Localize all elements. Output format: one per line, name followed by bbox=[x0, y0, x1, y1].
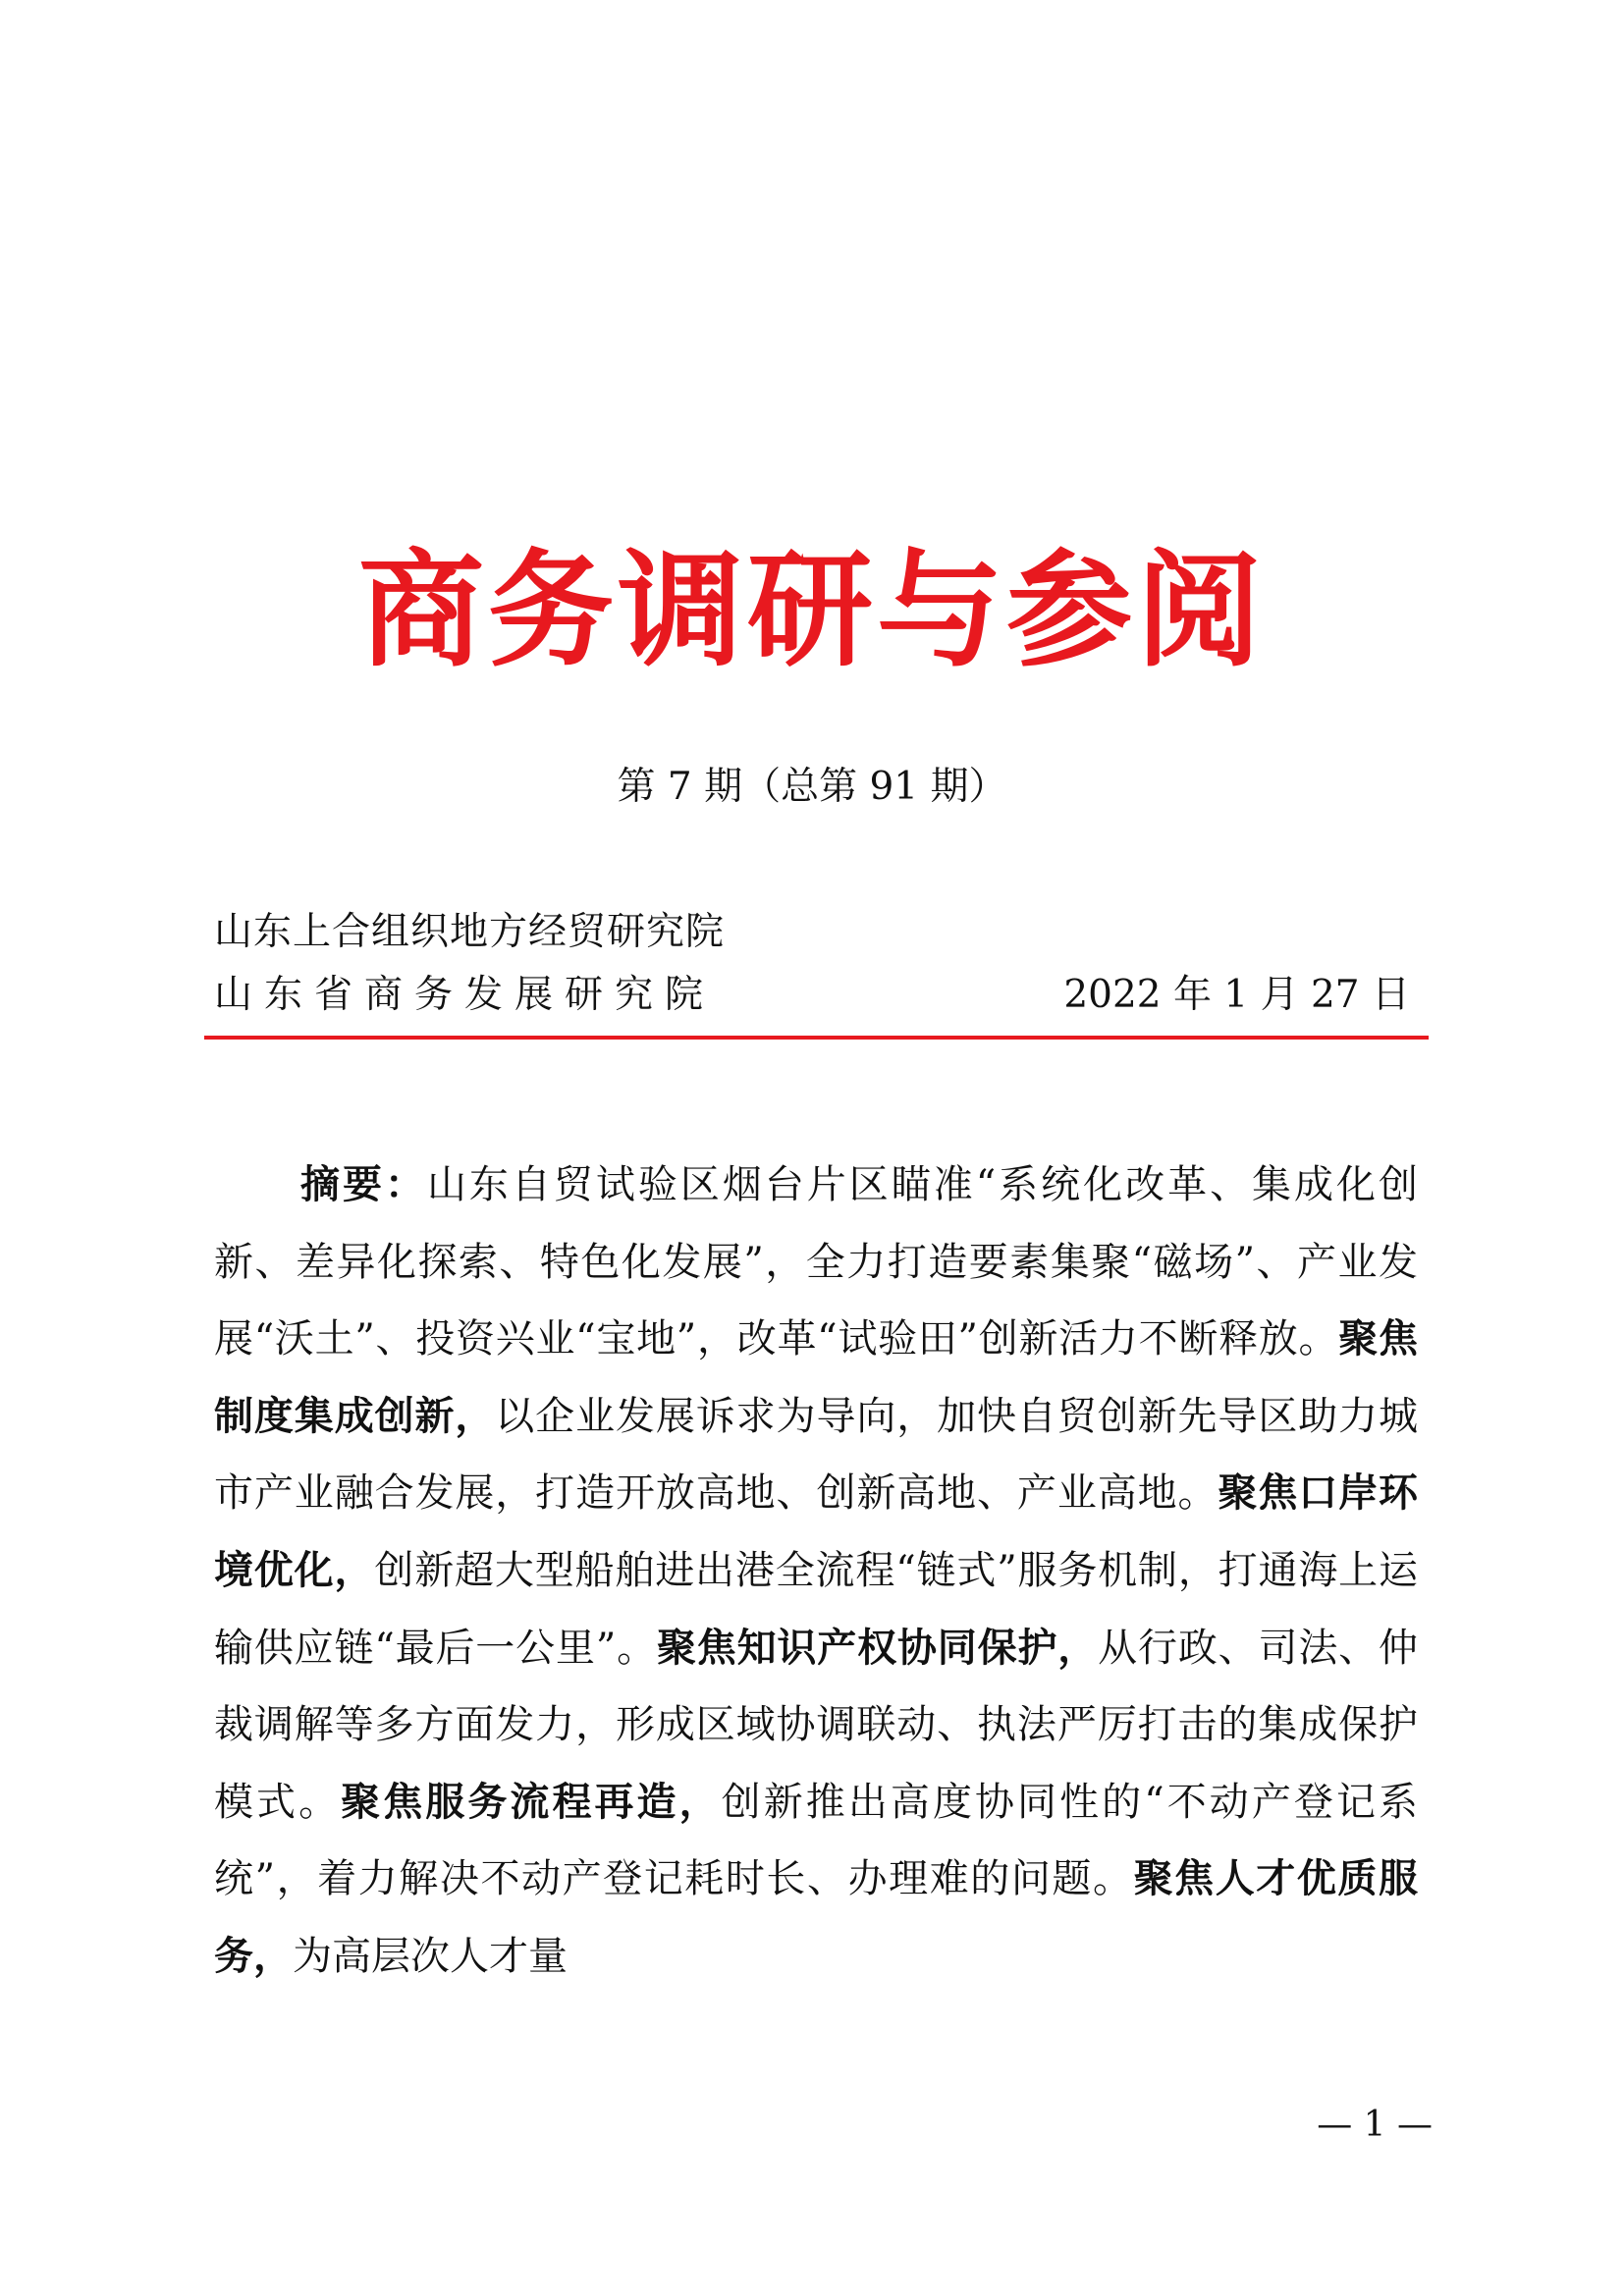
abstract-heading-talent-service: 聚焦人才优质服务， bbox=[214, 1856, 1419, 1979]
abstract-heading-port-environment: 聚焦口岸环境优化， bbox=[214, 1470, 1419, 1593]
abstract-heading-institutional-innovation: 聚焦制度集成创新， bbox=[214, 1316, 1418, 1439]
page-number: — 1 — bbox=[1317, 2105, 1433, 2145]
document-title: 商务调研与参阅 bbox=[357, 538, 1266, 684]
issue-number: 第 7 期（总第 91 期） bbox=[617, 765, 1007, 809]
abstract-text: 为高层次人才量 bbox=[293, 1933, 568, 1979]
abstract-heading-service-process: 聚焦服务流程再造， bbox=[341, 1779, 722, 1825]
abstract-text: 山东自贸试验区烟台片区瞄准“系统化改革、集成化创新、差异化探索、特色化发展”，全力打造要素集聚“磁场”、产业发展“沃土”、投资兴业“宝地”，改革“试验田”创新活力不断释放。 bbox=[214, 1162, 1419, 1362]
abstract-text: 创新超大型船舶进出港全流程“链式”服务机制，打通海上运输供应链“最后一公里”。 bbox=[214, 1547, 1419, 1671]
abstract-label: 摘要： bbox=[300, 1162, 427, 1207]
abstract-text: 创新推出高度协同性的“不动产登记系统”，着力解决不动产登记耗时长、办理难的问题。 bbox=[214, 1779, 1419, 1902]
abstract-text: 以企业发展诉求为导向，加快自贸创新先导区助力城市产业融合发展，打造开放高地、创新高地、产业高地。 bbox=[214, 1393, 1419, 1517]
publication-date: 2022 年 1 月 27 日 bbox=[1063, 973, 1410, 1017]
abstract-text: 从行政、司法、仲裁调解等多方面发力，形成区域协调联动、执法严厉打击的集成保护模式。 bbox=[214, 1625, 1418, 1825]
abstract-heading-ip-protection: 聚焦知识产权协同保护， bbox=[656, 1625, 1099, 1671]
header-divider bbox=[204, 1036, 1429, 1040]
organization-name-1: 山东上合组织地方经贸研究院 bbox=[214, 910, 726, 954]
organization-name-2: 山东省商务发展研究院 bbox=[214, 973, 716, 1017]
abstract-paragraph bbox=[214, 1147, 1418, 1996]
